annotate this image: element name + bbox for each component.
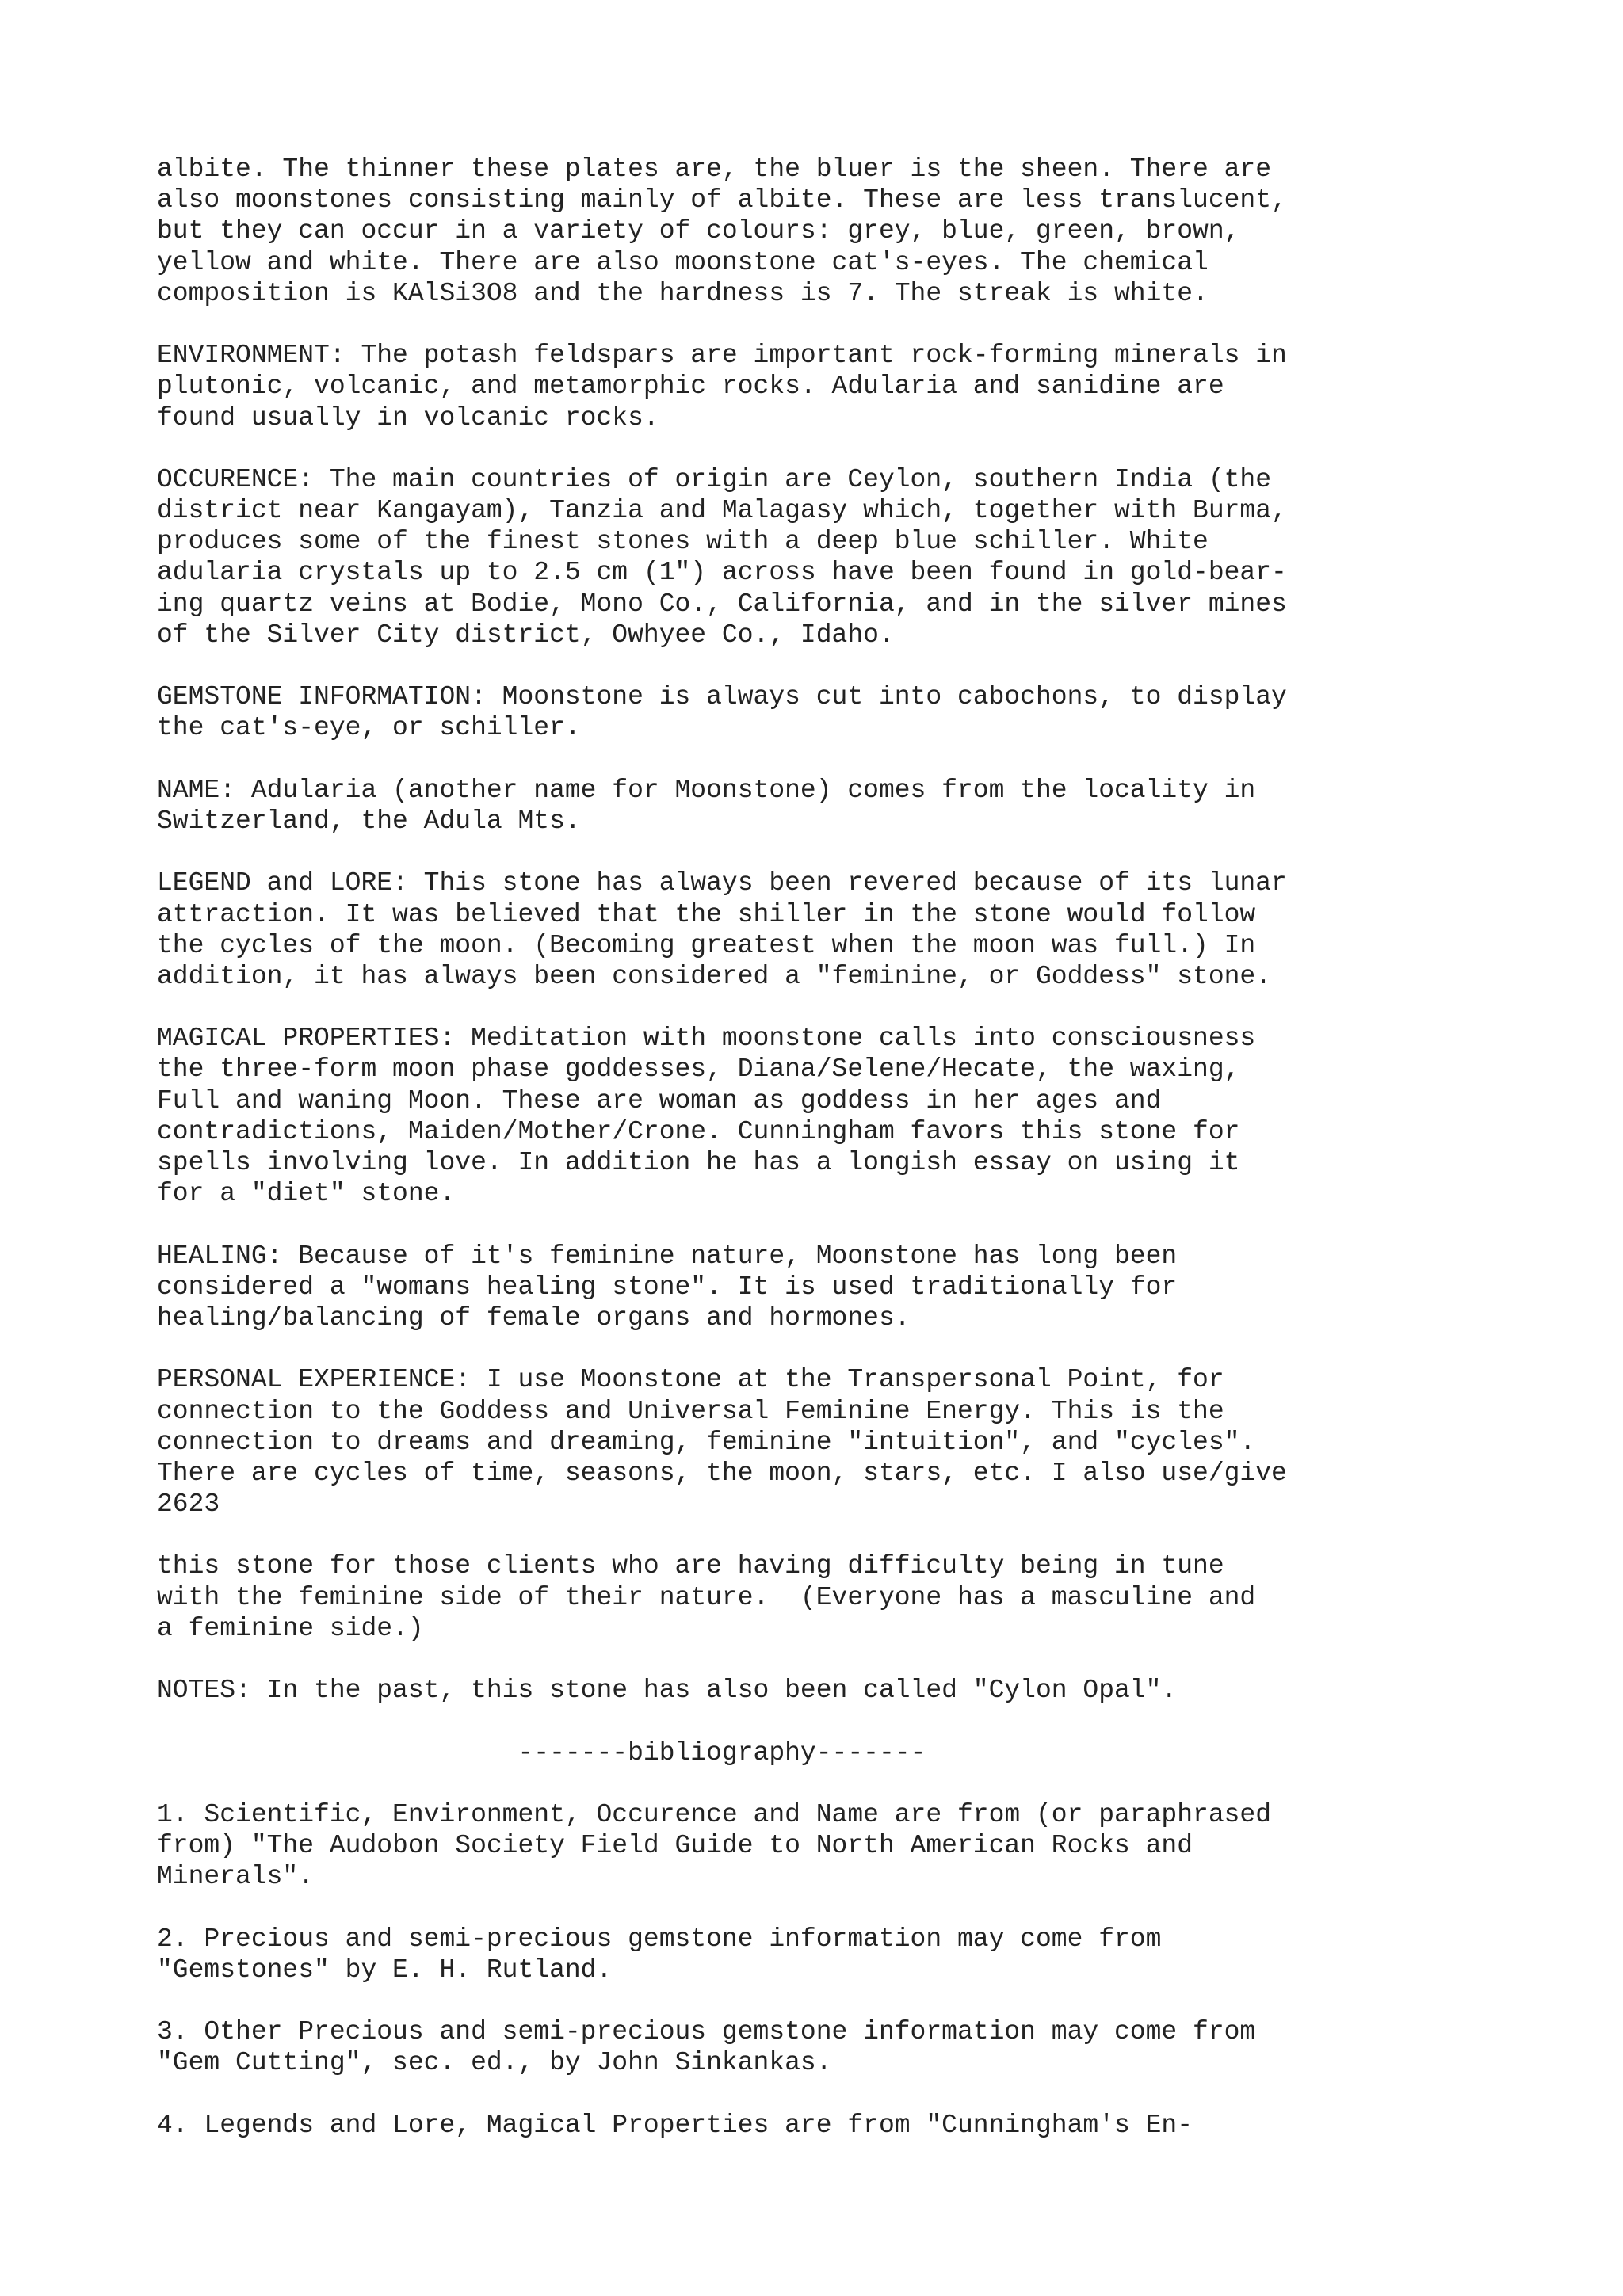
- text-line: ing quartz veins at Bodie, Mono Co., California, and in the silver mines: [157, 589, 1287, 619]
- text-line: MAGICAL PROPERTIES: Meditation with moonstone calls into consciousness: [157, 1024, 1256, 1054]
- text-line: contradictions, Maiden/Mother/Crone. Cunningham favors this stone for: [157, 1116, 1240, 1146]
- paragraph: [157, 1023, 1552, 1209]
- paragraph-gap: [157, 744, 1552, 775]
- text-line: produces some of the finest stones with a deep blue schiller. White: [157, 527, 1209, 557]
- text-line: ENVIRONMENT: The potash feldspars are important rock-forming minerals in: [157, 341, 1287, 371]
- text-line: district near Kangayam), Tanzia and Malagasy which, together with Burma,: [157, 496, 1287, 526]
- text-line: addition, it has always been considered a "feminine, or Goddess" stone.: [157, 961, 1272, 991]
- text-line: There are cycles of time, seasons, the moon, stars, etc. I also use/give: [157, 1458, 1287, 1488]
- text-line: from) "The Audobon Society Field Guide to North American Rocks and: [157, 1831, 1193, 1861]
- paragraph: [157, 464, 1552, 650]
- text-line: plutonic, volcanic, and metamorphic rocks. Adularia and sanidine are: [157, 372, 1224, 402]
- paragraph-gap: [157, 1333, 1552, 1364]
- text-line: the three-form moon phase goddesses, Diana/Selene/Hecate, the waxing,: [157, 1055, 1240, 1085]
- paragraph: [157, 868, 1552, 992]
- paragraph: [157, 1364, 1552, 1520]
- text-line: 1. Scientific, Environment, Occurence and Name are from (or paraphrased: [157, 1799, 1272, 1829]
- text-line: but they can occur in a variety of colours: grey, blue, green, brown,: [157, 216, 1240, 246]
- text-line: adularia crystals up to 2.5 cm (1") across have been found in gold-bear-: [157, 558, 1287, 588]
- paragraph-gap: [157, 837, 1552, 868]
- text-line: GEMSTONE INFORMATION: Moonstone is always cut into cabochons, to display: [157, 682, 1287, 712]
- text-line: considered a "womans healing stone". It is used traditionally for: [157, 1272, 1178, 1302]
- text-line: attraction. It was believed that the shiller in the stone would follow: [157, 899, 1256, 929]
- text-line: OCCURENCE: The main countries of origin are Ceylon, southern India (the: [157, 464, 1272, 494]
- text-line: connection to dreams and dreaming, feminine "intuition", and "cycles".: [157, 1427, 1256, 1457]
- paragraph-gap: [157, 1706, 1552, 1737]
- text-line: the cat's-eye, or schiller.: [157, 713, 581, 743]
- paragraph-gap: [157, 1985, 1552, 2016]
- paragraph: [157, 1550, 1552, 1644]
- paragraph: [157, 775, 1552, 837]
- paragraph: [157, 1675, 1552, 1706]
- text-line: Switzerland, the Adula Mts.: [157, 806, 581, 836]
- paragraph-gap: [157, 1644, 1552, 1675]
- text-line: yellow and white. There are also moonstone cat's-eyes. The chemical: [157, 247, 1209, 277]
- text-line: 4. Legends and Lore, Magical Properties are from "Cunningham's En-: [157, 2110, 1193, 2140]
- text-line: connection to the Goddess and Universal Feminine Energy. This is the: [157, 1396, 1224, 1426]
- text-line: -------bibliography-------: [157, 1737, 926, 1768]
- text-line: for a "diet" stone.: [157, 1179, 456, 1209]
- paragraph-gap: [157, 433, 1552, 464]
- text-line: the cycles of the moon. (Becoming greatest when the moon was full.) In: [157, 930, 1256, 960]
- text-line: of the Silver City district, Owhyee Co., Idaho.: [157, 620, 895, 650]
- paragraph: [157, 1737, 1552, 1768]
- text-line: healing/balancing of female organs and hormones.: [157, 1302, 911, 1333]
- text-line: composition is KAlSi3O8 and the hardness is 7. The streak is white.: [157, 278, 1209, 308]
- text-line: albite. The thinner these plates are, the bluer is the sheen. There are: [157, 154, 1272, 184]
- paragraph-gap: [157, 1893, 1552, 1924]
- text-line: PERSONAL EXPERIENCE: I use Moonstone at the Transpersonal Point, for: [157, 1365, 1224, 1395]
- text-line: also moonstones consisting mainly of albite. These are less translucent,: [157, 185, 1287, 215]
- text-line: "Gemstones" by E. H. Rutland.: [157, 1955, 613, 1985]
- paragraph: [157, 1241, 1552, 1334]
- text-line: spells involving love. In addition he has a longish essay on using it: [157, 1148, 1240, 1177]
- text-line: Full and waning Moon. These are woman as goddess in her ages and: [157, 1085, 1162, 1116]
- paragraph-gap: [157, 1520, 1552, 1550]
- text-line: "Gem Cutting", sec. ed., by John Sinkankas.: [157, 2048, 832, 2078]
- text-line: 2. Precious and semi-precious gemstone information may come from: [157, 1924, 1162, 1954]
- text-line: LEGEND and LORE: This stone has always been revered because of its lunar: [157, 868, 1287, 898]
- text-line: NAME: Adularia (another name for Moonstone) comes from the locality in: [157, 775, 1256, 805]
- paragraph-gap: [157, 1209, 1552, 1240]
- text-line: 3. Other Precious and semi-precious gemstone information may come from: [157, 2017, 1256, 2047]
- text-line: Minerals".: [157, 1862, 315, 1892]
- paragraph-gap: [157, 1768, 1552, 1799]
- document-page: [157, 154, 1552, 2141]
- paragraph-gap: [157, 309, 1552, 340]
- paragraph-gap: [157, 650, 1552, 681]
- paragraph-gap: [157, 2079, 1552, 2110]
- text-line: NOTES: In the past, this stone has also been called "Cylon Opal".: [157, 1676, 1178, 1706]
- paragraph: [157, 681, 1552, 743]
- paragraph: [157, 340, 1552, 433]
- text-line: this stone for those clients who are having difficulty being in tune: [157, 1551, 1224, 1581]
- text-line: HEALING: Because of it's feminine nature, Moonstone has long been: [157, 1241, 1178, 1271]
- paragraph: [157, 2110, 1552, 2141]
- text-line: found usually in volcanic rocks.: [157, 402, 659, 433]
- paragraph-gap: [157, 992, 1552, 1023]
- paragraph: [157, 154, 1552, 309]
- text-line: with the feminine side of their nature. (Everyone has a masculine and: [157, 1582, 1256, 1612]
- paragraph: [157, 1924, 1552, 1985]
- text-line: a feminine side.): [157, 1613, 424, 1643]
- paragraph: [157, 1799, 1552, 1893]
- paragraph: [157, 2016, 1552, 2078]
- text-line: 2623: [157, 1489, 220, 1520]
